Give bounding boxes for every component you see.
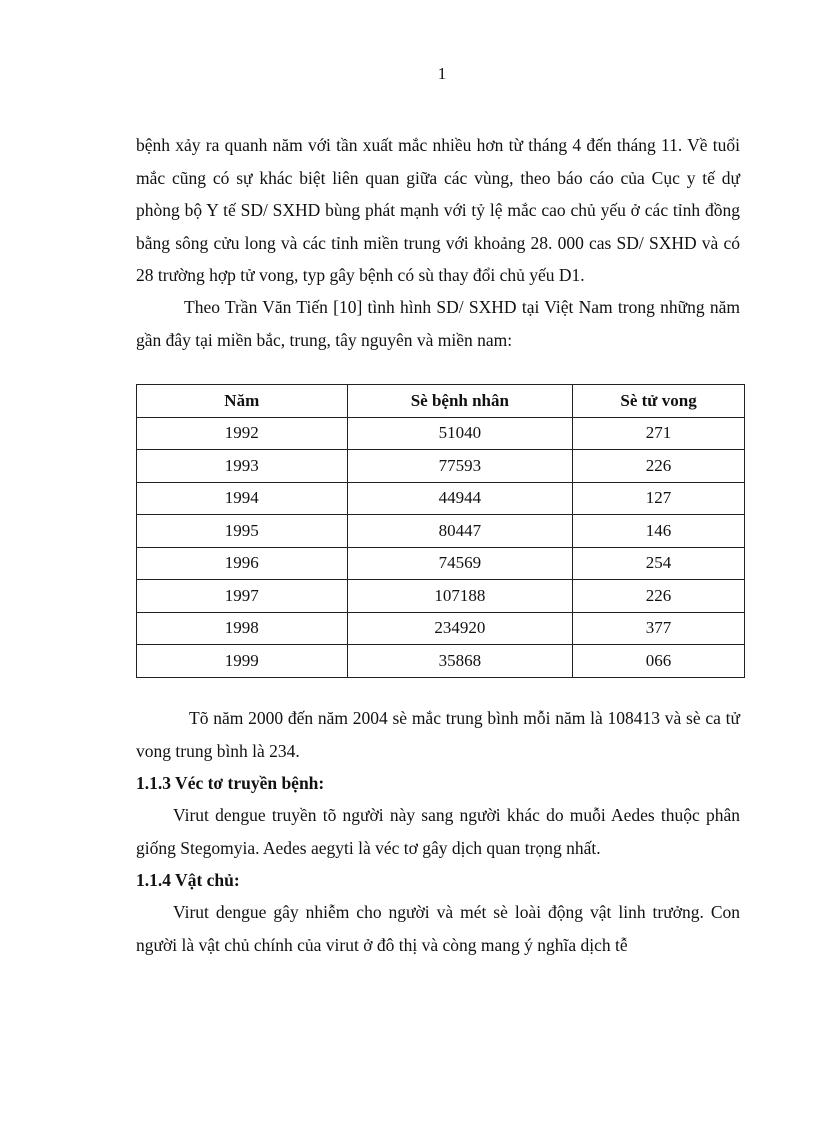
- cell-year: 1994: [137, 482, 348, 515]
- cell-deaths: 226: [573, 450, 745, 483]
- cell-deaths: 377: [573, 612, 745, 645]
- cell-patients: 51040: [347, 417, 573, 450]
- cell-year: 1996: [137, 547, 348, 580]
- intro-paragraph: bệnh xảy ra quanh năm với tần xuất mắc nhiều hơn từ tháng 4 đến tháng 11. Về tuổi mắc cũng có sự khác biệt liên quan giữa các vùng, theo báo cáo của Cục y tế dự phòng bộ Y tế SD/ SXHD bùng phát mạnh với tỷ lệ mắc cao chủ yếu ở các tỉnh đồng bằng sông cửu long và các tỉnh miền trung với khoảng 28. 000 cas SD/ SXHD và có 28 trường hợp tử vong, typ gây bệnh có sù thay đổi chủ yếu D1.: [136, 135, 740, 285]
- cell-patients: 74569: [347, 547, 573, 580]
- cell-year: 1999: [137, 645, 348, 678]
- summary-paragraph: Tõ năm 2000 đến năm 2004 sè mắc trung bình mỗi năm là 108413 và sè ca tử vong trung bình là 234.: [136, 708, 740, 761]
- vector-paragraph: Virut dengue truyền tõ người này sang người khác do muỗi Aedes thuộc phân giống Stegomyia. Aedes aegyti là véc tơ gây dịch quan trọng nhất.: [136, 805, 740, 858]
- cell-year: 1998: [137, 612, 348, 645]
- table-row: [137, 450, 745, 483]
- cell-deaths: 226: [573, 580, 745, 613]
- cell-deaths: 146: [573, 515, 745, 548]
- table-row: [137, 417, 745, 450]
- cell-year: 1992: [137, 417, 348, 450]
- table-row: [137, 580, 745, 613]
- cell-patients: 35868: [347, 645, 573, 678]
- cell-year: 1993: [137, 450, 348, 483]
- table-row: [137, 547, 745, 580]
- table-row: [137, 515, 745, 548]
- cell-deaths: 127: [573, 482, 745, 515]
- cell-year: 1997: [137, 580, 348, 613]
- cell-patients: 234920: [347, 612, 573, 645]
- cell-patients: 80447: [347, 515, 573, 548]
- dengue-statistics-table: [136, 384, 745, 678]
- header-deaths: Sè tử vong: [573, 385, 745, 418]
- host-paragraph: Virut dengue gây nhiễm cho người và mét sè loài động vật linh trưởng. Con người là vật chủ chính của virut ở đô thị và còng mang ý nghĩa dịch tễ: [136, 902, 740, 955]
- header-patients: Sè bệnh nhân: [347, 385, 573, 418]
- table-row: [137, 612, 745, 645]
- header-year: Năm: [137, 385, 348, 418]
- table-header-row: [137, 385, 745, 418]
- section-heading-vector: 1.1.3 Véc tơ truyền bệnh:: [136, 773, 325, 793]
- cell-deaths: 254: [573, 547, 745, 580]
- page-number: 1: [437, 64, 447, 83]
- cell-deaths: 271: [573, 417, 745, 450]
- cell-year: 1995: [137, 515, 348, 548]
- theo-paragraph: Theo Trần Văn Tiến [10] tình hình SD/ SXHD tại Việt Nam trong những năm gần đây tại miền bắc, trung, tây nguyên và miền nam:: [136, 297, 740, 350]
- cell-deaths: 066: [573, 645, 745, 678]
- cell-patients: 44944: [347, 482, 573, 515]
- section-heading-host: 1.1.4 Vật chủ:: [136, 870, 240, 890]
- cell-patients: 107188: [347, 580, 573, 613]
- cell-patients: 77593: [347, 450, 573, 483]
- table-row: [137, 482, 745, 515]
- table-row: [137, 645, 745, 678]
